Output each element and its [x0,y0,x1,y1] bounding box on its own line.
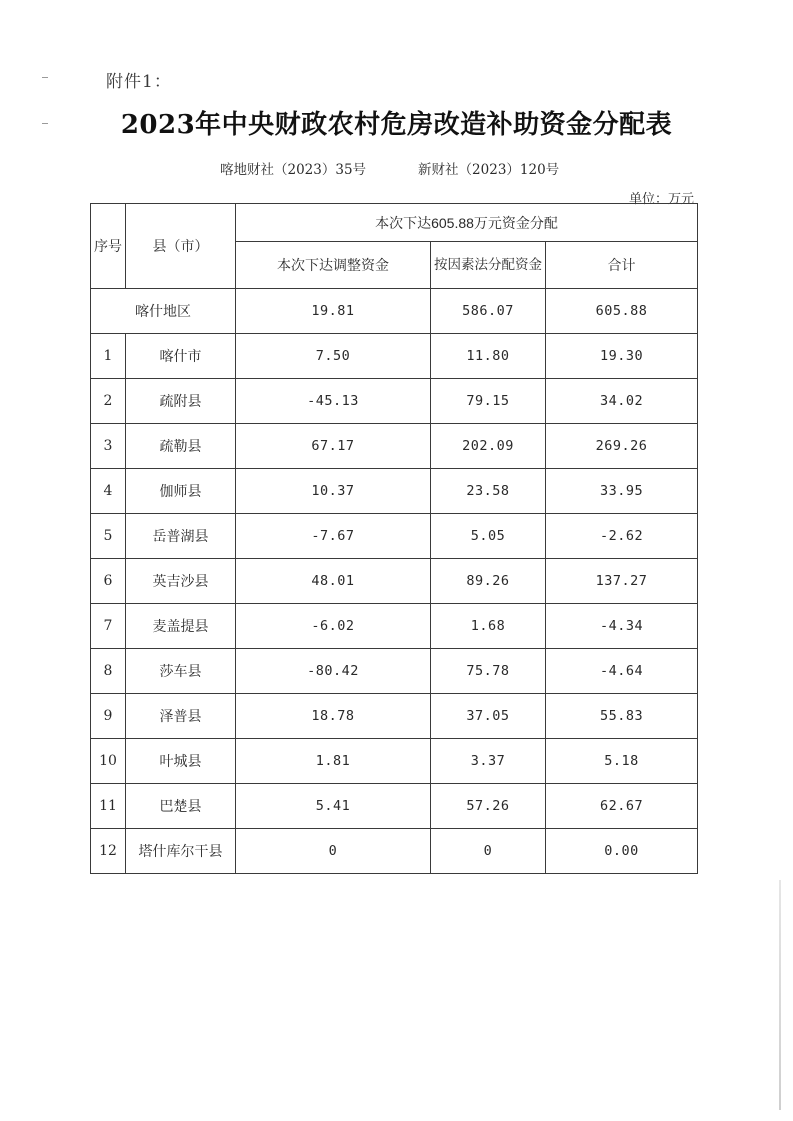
table-row [91,739,698,784]
row-factor: 23.58 [431,469,546,514]
row-seq: 7 [91,604,126,649]
table-row [91,469,698,514]
row-county: 疏勒县 [126,424,236,469]
row-total: 19.30 [546,334,698,379]
header-total: 合计 [546,242,698,289]
row-adjust: -6.02 [236,604,431,649]
page-title: 2023年中央财政农村危房改造补助资金分配表 [120,110,673,140]
row-adjust: 18.78 [236,694,431,739]
row-adjust: 48.01 [236,559,431,604]
table-row [91,784,698,829]
row-seq: 6 [91,559,126,604]
row-county: 莎车县 [126,649,236,694]
row-seq: 1 [91,334,126,379]
row-seq: 11 [91,784,126,829]
row-seq: 10 [91,739,126,784]
row-seq: 12 [91,829,126,874]
row-factor: 3.37 [431,739,546,784]
row-factor: 89.26 [431,559,546,604]
row-total: 0.00 [546,829,698,874]
summary-row [91,289,698,334]
summary-name: 喀什地区 [91,289,236,334]
row-adjust: 10.37 [236,469,431,514]
row-adjust: 67.17 [236,424,431,469]
row-factor: 37.05 [431,694,546,739]
row-seq: 2 [91,379,126,424]
row-county: 喀什市 [126,334,236,379]
header-adjust: 本次下达调整资金 [236,242,431,289]
table-row [91,559,698,604]
scan-edge-shadow [779,880,781,1110]
header-factor: 按因素法分配资金 [431,242,546,289]
row-county: 岳普湖县 [126,514,236,559]
table-row [91,604,698,649]
allocation-table [90,203,697,874]
row-adjust: 7.50 [236,334,431,379]
table-row [91,649,698,694]
row-adjust: 5.41 [236,784,431,829]
row-county: 塔什库尔干县 [126,829,236,874]
row-adjust: -7.67 [236,514,431,559]
doc-ref: 喀地财社（2023）35号 [220,162,367,178]
doc-ref: 新财社（2023）120号 [418,162,560,178]
row-total: -4.34 [546,604,698,649]
row-total: 137.27 [546,559,698,604]
row-total: 62.67 [546,784,698,829]
row-adjust: 0 [236,829,431,874]
row-county: 英吉沙县 [126,559,236,604]
row-factor: 202.09 [431,424,546,469]
row-factor: 79.15 [431,379,546,424]
row-seq: 8 [91,649,126,694]
header-row [91,204,698,242]
row-seq: 3 [91,424,126,469]
summary-total: 605.88 [546,289,698,334]
row-adjust: 1.81 [236,739,431,784]
row-factor: 75.78 [431,649,546,694]
row-factor: 5.05 [431,514,546,559]
document-references [220,158,559,178]
row-county: 泽普县 [126,694,236,739]
attachment-label: 附件1： [106,72,172,92]
row-total: 55.83 [546,694,698,739]
row-seq: 5 [91,514,126,559]
header-seq: 序号 [91,204,126,289]
row-total: -2.62 [546,514,698,559]
table-row [91,424,698,469]
scan-mark [42,77,48,78]
summary-adjust: 19.81 [236,289,431,334]
row-total: -4.64 [546,649,698,694]
row-adjust: -80.42 [236,649,431,694]
row-seq: 9 [91,694,126,739]
table-row [91,379,698,424]
row-county: 疏附县 [126,379,236,424]
unit-label: 单位：万元 [628,192,694,207]
summary-factor: 586.07 [431,289,546,334]
row-factor: 0 [431,829,546,874]
row-factor: 1.68 [431,604,546,649]
table-row [91,829,698,874]
table-row [91,334,698,379]
header-group: 本次下达605.88万元资金分配 [236,204,698,242]
row-total: 33.95 [546,469,698,514]
row-county: 麦盖提县 [126,604,236,649]
row-total: 34.02 [546,379,698,424]
row-total: 269.26 [546,424,698,469]
table-row [91,514,698,559]
row-factor: 57.26 [431,784,546,829]
header-county: 县（市） [126,204,236,289]
row-seq: 4 [91,469,126,514]
row-county: 叶城县 [126,739,236,784]
row-total: 5.18 [546,739,698,784]
table-row [91,694,698,739]
row-county: 伽师县 [126,469,236,514]
row-factor: 11.80 [431,334,546,379]
row-adjust: -45.13 [236,379,431,424]
row-county: 巴楚县 [126,784,236,829]
